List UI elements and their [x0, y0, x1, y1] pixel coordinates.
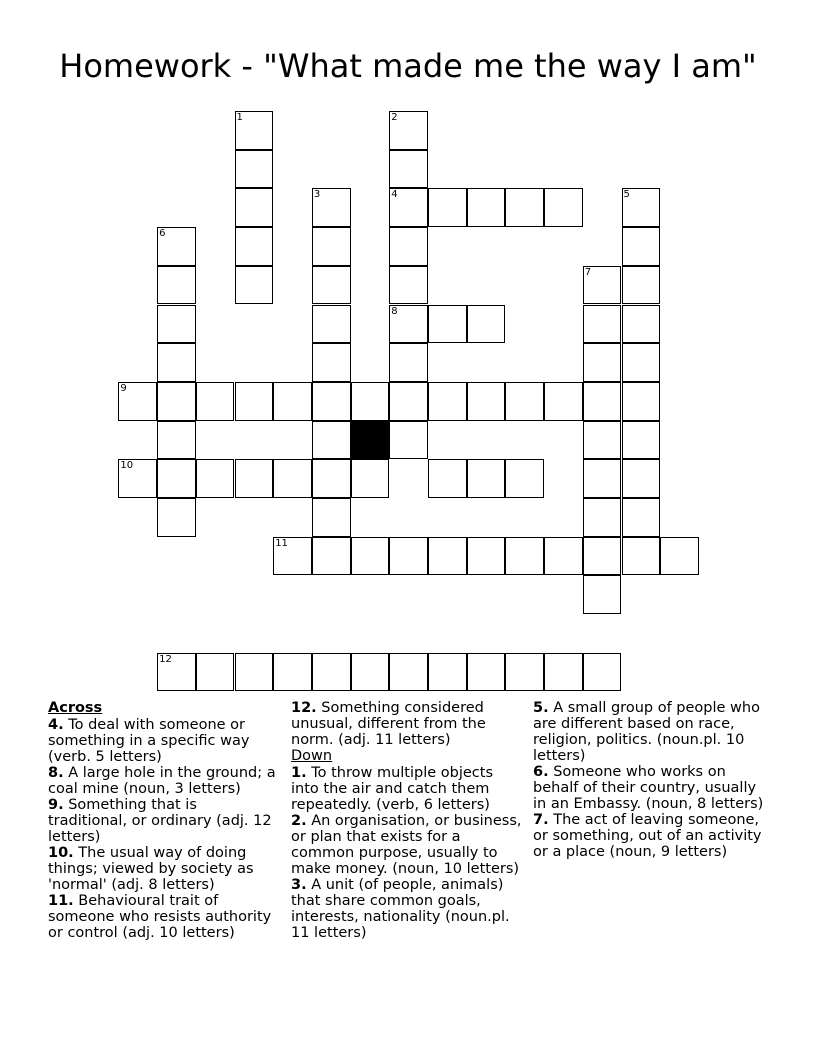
crossword-cell[interactable]	[351, 653, 390, 692]
clue-number: 12.	[291, 700, 317, 716]
crossword-cell[interactable]	[312, 653, 351, 692]
clue-number: 7.	[533, 812, 549, 828]
crossword-cell[interactable]	[583, 343, 622, 382]
clue-text: A small group of people who are different based on race, religion, politics. (noun.pl. 10 letters)	[533, 700, 760, 764]
crossword-cell[interactable]	[622, 459, 661, 498]
clue-number: 6.	[533, 764, 549, 780]
crossword-cell[interactable]	[389, 653, 428, 692]
crossword-cell[interactable]	[351, 537, 390, 576]
crossword-cell[interactable]	[622, 498, 661, 537]
crossword-cell[interactable]	[467, 382, 506, 421]
crossword-cell[interactable]	[196, 653, 235, 692]
crossword-cell[interactable]	[467, 188, 506, 227]
across-clue	[291, 700, 523, 748]
cell-number: 5	[623, 189, 630, 201]
across-heading: Across	[48, 700, 103, 716]
crossword-cell[interactable]	[312, 421, 351, 460]
crossword-cell[interactable]	[312, 459, 351, 498]
clue-number: 9.	[48, 797, 64, 813]
black-square	[351, 421, 390, 460]
across-clue	[48, 797, 280, 845]
crossword-cell[interactable]	[273, 537, 312, 576]
cell-number: 12	[159, 653, 172, 665]
crossword-cell[interactable]	[389, 227, 428, 266]
crossword-cell[interactable]	[312, 343, 351, 382]
crossword-cell[interactable]	[622, 305, 661, 344]
crossword-cell[interactable]	[389, 537, 428, 576]
across-clue	[48, 893, 280, 941]
cell-number: 3	[313, 189, 321, 201]
crossword-cell[interactable]	[622, 188, 661, 227]
crossword-cell[interactable]	[428, 459, 467, 498]
crossword-cell[interactable]	[428, 188, 467, 227]
crossword-cell[interactable]	[467, 537, 506, 576]
clue-number: 3.	[291, 877, 307, 893]
down-clue	[291, 765, 523, 813]
crossword-cell[interactable]	[235, 653, 274, 692]
clue-text: Behavioural trait of someone who resists authority or control (adj. 10 letters)	[48, 893, 272, 941]
crossword-cell[interactable]	[389, 421, 428, 460]
crossword-cell[interactable]	[312, 188, 351, 227]
crossword-cell[interactable]	[428, 653, 467, 692]
page-title: Homework - "What made me the way I am"	[59, 47, 757, 85]
crossword-cell[interactable]	[118, 459, 157, 498]
crossword-cell[interactable]	[312, 305, 351, 344]
crossword-cell[interactable]	[157, 343, 196, 382]
crossword-cell[interactable]	[622, 382, 661, 421]
crossword-cell[interactable]	[389, 150, 428, 189]
crossword-cell[interactable]	[389, 305, 428, 344]
crossword-cell[interactable]	[351, 459, 390, 498]
crossword-cell[interactable]	[622, 343, 661, 382]
clue-number: 8.	[48, 765, 64, 781]
clue-text: To deal with someone or something in a specific way (verb. 5 letters)	[48, 717, 250, 765]
cell-number: 4	[391, 189, 398, 201]
cell-number: 10	[120, 460, 134, 472]
crossword-cell[interactable]	[583, 266, 622, 305]
crossword-cell[interactable]	[312, 382, 351, 421]
clue-number: 1.	[291, 765, 307, 781]
crossword-cell[interactable]	[622, 421, 661, 460]
crossword-cell[interactable]	[505, 382, 544, 421]
crossword-cell[interactable]	[196, 459, 235, 498]
crossword-cell[interactable]	[312, 227, 351, 266]
crossword-cell[interactable]	[235, 459, 274, 498]
crossword-cell[interactable]	[583, 575, 622, 614]
cell-number: 1	[236, 112, 243, 123]
crossword-cell[interactable]	[467, 653, 506, 692]
crossword-cell[interactable]	[467, 459, 506, 498]
crossword-cell[interactable]	[235, 111, 274, 150]
cell-number: 2	[391, 112, 398, 123]
crossword-cell[interactable]	[583, 653, 622, 692]
cell-number: 7	[584, 266, 592, 278]
clue-column-2	[291, 700, 523, 941]
crossword-cell[interactable]	[622, 266, 661, 305]
crossword-cell[interactable]	[389, 111, 428, 150]
crossword-cell[interactable]	[235, 150, 274, 189]
crossword-cell[interactable]	[660, 537, 699, 576]
across-clue	[48, 845, 280, 893]
crossword-cell[interactable]	[235, 227, 274, 266]
clue-number: 11.	[48, 893, 74, 909]
crossword-cell[interactable]	[118, 382, 157, 421]
crossword-cell[interactable]	[428, 382, 467, 421]
cell-number: 11	[275, 537, 288, 549]
down-clue	[533, 764, 765, 812]
crossword-cell[interactable]	[235, 188, 274, 227]
crossword-cell[interactable]	[157, 459, 196, 498]
crossword-cell[interactable]	[583, 459, 622, 498]
clue-number: 4.	[48, 717, 64, 733]
crossword-cell[interactable]	[273, 459, 312, 498]
clue-text: Something that is traditional, or ordinary (adj. 12 letters)	[48, 797, 272, 845]
clue-text: To throw multiple objects into the air and catch them repeatedly. (verb, 6 letters)	[291, 765, 494, 813]
clue-number: 5.	[533, 700, 549, 716]
across-clue	[48, 717, 280, 765]
crossword-cell[interactable]	[196, 382, 235, 421]
crossword-cell[interactable]	[622, 227, 661, 266]
cell-number: 9	[120, 382, 127, 394]
clue-text: The act of leaving someone, or something, out of an activity or a place (noun, 9 letters)	[533, 812, 762, 860]
down-clue	[291, 813, 523, 877]
cell-number: 8	[391, 305, 398, 317]
clue-column-3	[533, 700, 765, 860]
clue-column-1	[48, 700, 280, 941]
clue-text: A large hole in the ground; a coal mine (noun, 3 letters)	[48, 765, 276, 797]
crossword-cell[interactable]	[583, 498, 622, 537]
crossword-cell[interactable]	[157, 305, 196, 344]
crossword-cell[interactable]	[505, 459, 544, 498]
crossword-cell[interactable]	[622, 537, 661, 576]
crossword-cell[interactable]	[351, 382, 390, 421]
crossword-cell[interactable]	[157, 421, 196, 460]
crossword-cell[interactable]	[273, 653, 312, 692]
crossword-cell[interactable]	[544, 188, 583, 227]
clue-text: An organisation, or business, or plan that exists for a common purpose, usually to make money. (noun, 10 letters)	[291, 813, 522, 877]
crossword-cell[interactable]	[428, 537, 467, 576]
clue-text: Someone who works on behalf of their country, usually in an Embassy. (noun, 8 letters)	[533, 764, 764, 812]
clue-text: A unit (of people, animals) that share common goals, interests, nationality (noun.pl. 11 letters)	[291, 877, 510, 941]
crossword-cell[interactable]	[505, 653, 544, 692]
crossword-cell[interactable]	[467, 305, 506, 344]
crossword-cell[interactable]	[583, 421, 622, 460]
cell-number: 6	[159, 228, 166, 240]
down-clue	[533, 700, 765, 764]
crossword-cell[interactable]	[312, 537, 351, 576]
clue-number: 2.	[291, 813, 307, 829]
crossword-cell[interactable]	[389, 382, 428, 421]
clue-number: 10.	[48, 845, 74, 861]
crossword-cell[interactable]	[157, 382, 196, 421]
crossword-cell[interactable]	[544, 537, 583, 576]
crossword-cell[interactable]	[428, 305, 467, 344]
crossword-cell[interactable]	[157, 227, 196, 266]
down-clue	[291, 877, 523, 941]
crossword-cell[interactable]	[389, 266, 428, 305]
clue-text: Something considered unusual, different from the norm. (adj. 11 letters)	[291, 700, 486, 748]
crossword-cell[interactable]	[505, 188, 544, 227]
crossword-cell[interactable]	[505, 537, 544, 576]
down-clue	[533, 812, 765, 860]
crossword-cell[interactable]	[157, 498, 196, 537]
clue-text: The usual way of doing things; viewed by society as 'normal' (adj. 8 letters)	[48, 845, 254, 893]
crossword-cell[interactable]	[235, 382, 274, 421]
crossword-cell[interactable]	[544, 653, 583, 692]
crossword-cell[interactable]	[389, 343, 428, 382]
crossword-cell[interactable]	[544, 382, 583, 421]
crossword-cell[interactable]	[157, 653, 196, 692]
crossword-cell[interactable]	[389, 188, 428, 227]
crossword-cell[interactable]	[583, 305, 622, 344]
crossword-cell[interactable]	[273, 382, 312, 421]
crossword-cell[interactable]	[312, 266, 351, 305]
crossword-cell[interactable]	[235, 266, 274, 305]
crossword-cell[interactable]	[583, 382, 622, 421]
crossword-cell[interactable]	[583, 537, 622, 576]
down-heading: Down	[291, 748, 333, 764]
across-clue	[48, 765, 280, 797]
crossword-cell[interactable]	[157, 266, 196, 305]
crossword-cell[interactable]	[312, 498, 351, 537]
